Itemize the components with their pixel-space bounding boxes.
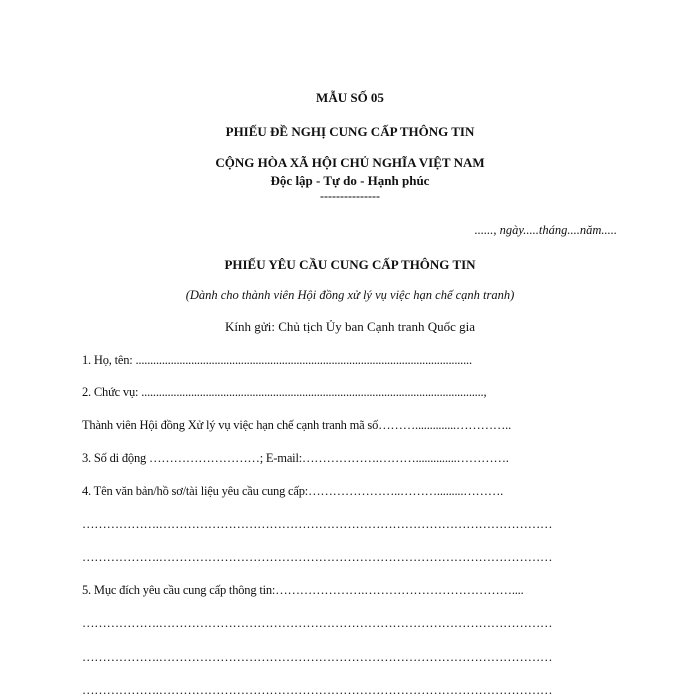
national-motto: Độc lập - Tự do - Hạnh phúc xyxy=(270,173,430,188)
form-code: MẪU SỐ 05 xyxy=(316,90,384,105)
field-phone-email: 3. Số di động ………………………; E-mail:……………….………..............…………. xyxy=(82,451,509,465)
field-document-line: ……………….…………………………………………………………………………………… xyxy=(82,517,553,531)
field-document-name: 4. Tên văn bản/hồ sơ/tài liệu yêu cầu cung cấp:…………………..……….........………. xyxy=(82,484,504,498)
field-council-member: Thành viên Hội đồng Xử lý vụ việc hạn chế cạnh tranh mã số………..............………….. xyxy=(82,418,512,432)
form-title: PHIẾU ĐỀ NGHỊ CUNG CẤP THÔNG TIN xyxy=(225,124,475,139)
motto-rule: --------------- xyxy=(320,189,380,203)
field-purpose: 5. Mục đích yêu cầu cung cấp thông tin:………………….……………………………….... xyxy=(82,583,524,597)
field-purpose-line: ……………….…………………………………………………………………………………… xyxy=(82,683,553,697)
date-line: ......, ngày.....tháng....năm..... xyxy=(474,223,617,237)
field-purpose-line: ……………….…………………………………………………………………………………… xyxy=(82,616,553,630)
field-purpose-line: ……………….…………………………………………………………………………………… xyxy=(82,650,553,664)
request-subtitle: (Dành cho thành viên Hội đồng xử lý vụ việc hạn chế cạnh tranh) xyxy=(185,288,515,302)
national-title: CỘNG HÒA XÃ HỘI CHỦ NGHĨA VIỆT NAM xyxy=(215,155,485,170)
field-document-line: ……………….…………………………………………………………………………………… xyxy=(82,550,553,564)
field-position: 2. Chức vụ: ....................................................................................................................., xyxy=(82,385,487,399)
addressee: Kính gửi: Chủ tịch Ủy ban Cạnh tranh Quốc gia xyxy=(224,319,476,334)
field-full-name: 1. Họ, tên: ................................................................................................................... xyxy=(82,353,472,367)
request-title: PHIẾU YÊU CẦU CUNG CẤP THÔNG TIN xyxy=(224,257,476,272)
